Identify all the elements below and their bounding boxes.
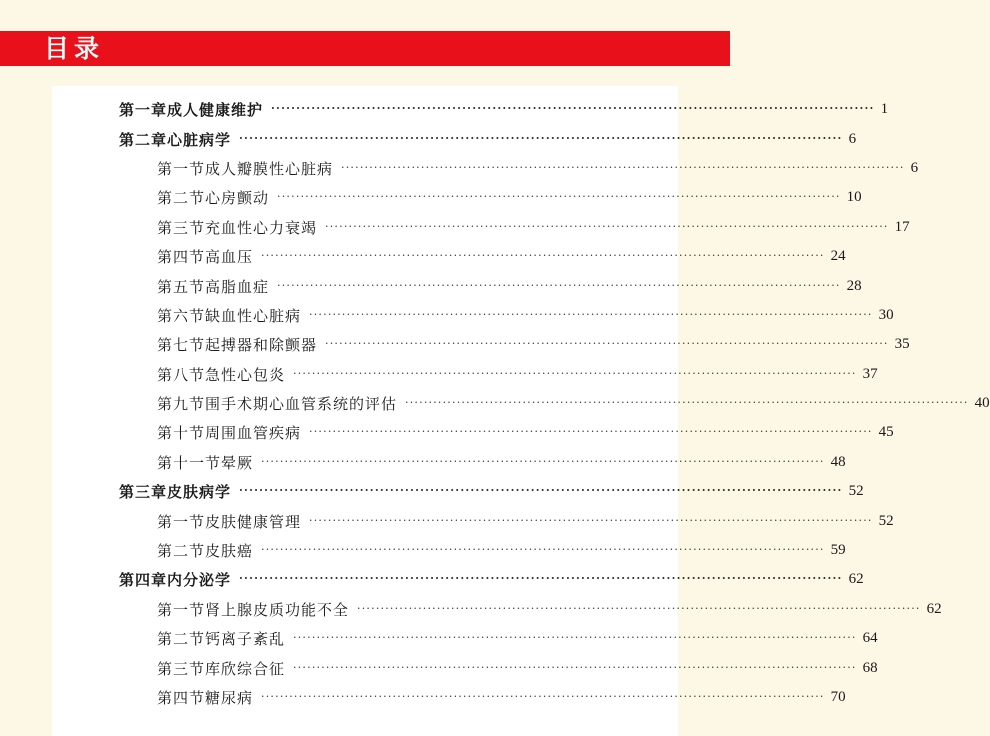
toc-section-row[interactable] <box>52 360 878 389</box>
toc-section-row[interactable] <box>52 653 878 682</box>
toc-entry-number: 第二节 <box>157 189 206 208</box>
toc-entry-number: 第二节 <box>157 630 206 649</box>
toc-entry-title: 钙离子紊乱 <box>205 630 286 649</box>
toc-entry-title: 充血性心力衰竭 <box>205 218 318 237</box>
toc-entry-title: 高血压 <box>205 248 254 267</box>
toc-entry-number: 第八节 <box>157 365 206 384</box>
toc-leader-dots: ························································································································ <box>293 366 857 380</box>
toc-entry-title: 皮肤健康管理 <box>205 512 302 531</box>
toc-section-row[interactable] <box>52 183 862 212</box>
toc-leader-dots: ························································································································ <box>239 484 843 498</box>
toc-leader-dots: ························································································································ <box>293 660 857 674</box>
toc-entry-number: 第一节 <box>157 159 206 178</box>
toc-entry-title: 成人瓣膜性心脏病 <box>205 159 334 178</box>
toc-entry-number: 第四节 <box>157 248 206 267</box>
toc-entry-title: 起搏器和除颤器 <box>205 336 318 355</box>
toc-entry-title: 周围血管疾病 <box>205 424 302 443</box>
toc-entry-title: 高脂血症 <box>205 277 270 296</box>
toc-entry-number: 第一章 <box>119 101 168 120</box>
toc-entry-title: 晕厥 <box>221 453 254 472</box>
toc-leader-dots: ························································································································ <box>271 102 875 116</box>
toc-chapter-row[interactable] <box>52 565 864 594</box>
toc-page-number: 48 <box>830 453 846 470</box>
toc-entry-number: 第三章 <box>119 483 168 502</box>
toc-entry-number: 第一节 <box>157 600 206 619</box>
toc-leader-dots: ························································································································ <box>239 572 843 586</box>
toc-page-number: 62 <box>848 571 864 588</box>
toc-entry-title: 肾上腺皮质功能不全 <box>205 600 350 619</box>
toc-page-number: 30 <box>878 306 894 323</box>
toc-entry-title: 糖尿病 <box>205 689 254 707</box>
toc-entry-number: 第十节 <box>157 424 206 443</box>
toc-entry-number: 第三节 <box>157 659 206 678</box>
toc-section-row[interactable] <box>52 154 919 183</box>
toc-leader-dots: ························································································································ <box>261 543 825 557</box>
toc-leader-dots: ························································································································ <box>239 131 843 145</box>
toc-leader-dots: ························································································································ <box>325 219 889 233</box>
toc-page-number: 59 <box>830 542 846 559</box>
toc-entry-title: 围手术期心血管系统的评估 <box>205 395 398 414</box>
toc-leader-dots: ························································································································ <box>341 160 905 174</box>
toc-page-number: 40 <box>974 395 990 412</box>
toc-leader-dots: ························································································································ <box>309 513 873 527</box>
toc-chapter-row[interactable] <box>52 124 857 153</box>
toc-section-row[interactable] <box>52 301 894 330</box>
top-margin <box>0 0 730 31</box>
toc-leader-dots: ························································································································ <box>325 337 889 351</box>
toc-leader-dots: ························································································································ <box>405 396 969 410</box>
toc-page-number: 52 <box>878 512 894 529</box>
toc-page-number: 24 <box>830 248 846 265</box>
toc-leader-dots: ························································································································ <box>309 307 873 321</box>
toc-page-number: 45 <box>878 424 894 441</box>
toc-leader-dots: ························································································································ <box>261 249 825 263</box>
toc-entry-number: 第四节 <box>157 689 206 707</box>
toc-section-row[interactable] <box>52 213 910 242</box>
toc-page-number: 1 <box>880 101 889 118</box>
toc-page-number: 35 <box>894 336 910 353</box>
toc-page-number: 6 <box>910 159 919 176</box>
toc-page-number: 52 <box>848 483 864 500</box>
toc-entry-number: 第十一节 <box>157 453 222 472</box>
toc-entry-number: 第二章 <box>119 130 168 149</box>
toc-section-row[interactable] <box>52 418 894 447</box>
toc-entry-number: 第九节 <box>157 395 206 414</box>
toc-entry-title: 皮肤病学 <box>167 483 232 502</box>
toc-entry-title: 心房颤动 <box>205 189 270 208</box>
toc-entry-title: 内分泌学 <box>167 571 232 590</box>
page-title: 目录 <box>44 34 105 63</box>
toc-leader-dots: ························································································································ <box>309 425 873 439</box>
toc-entry-number: 第四章 <box>119 571 168 590</box>
toc-section-row[interactable] <box>52 448 846 477</box>
table-of-contents <box>52 95 990 712</box>
toc-page-number: 28 <box>846 277 862 294</box>
toc-entry-title: 缺血性心脏病 <box>205 306 302 325</box>
toc-section-row[interactable] <box>52 242 846 271</box>
toc-entry-number: 第七节 <box>157 336 206 355</box>
toc-page-number: 68 <box>862 659 878 676</box>
toc-leader-dots: ························································································································ <box>277 190 841 204</box>
toc-entry-title: 成人健康维护 <box>167 101 264 120</box>
toc-section-row[interactable] <box>52 389 990 418</box>
toc-page-number: 62 <box>926 600 942 617</box>
toc-leader-dots: ························································································································ <box>277 278 841 292</box>
toc-page-number: 37 <box>862 365 878 382</box>
toc-section-row[interactable] <box>52 683 846 712</box>
toc-section-row[interactable] <box>52 330 910 359</box>
toc-entry-title: 心脏病学 <box>167 130 232 149</box>
toc-entry-number: 第一节 <box>157 512 206 531</box>
toc-entry-title: 急性心包炎 <box>205 365 286 384</box>
toc-chapter-row[interactable] <box>52 95 889 124</box>
toc-leader-dots: ························································································································ <box>357 601 921 615</box>
toc-section-row[interactable] <box>52 624 878 653</box>
toc-section-row[interactable] <box>52 536 846 565</box>
toc-section-row[interactable] <box>52 506 894 535</box>
toc-entry-title: 皮肤癌 <box>205 542 254 561</box>
toc-entry-number: 第五节 <box>157 277 206 296</box>
toc-section-row[interactable] <box>52 595 942 624</box>
toc-leader-dots: ························································································································ <box>261 454 825 468</box>
toc-entry-number: 第六节 <box>157 306 206 325</box>
toc-entry-number: 第二节 <box>157 542 206 561</box>
toc-entry-number: 第三节 <box>157 218 206 237</box>
toc-entry-title: 库欣综合征 <box>205 659 286 678</box>
toc-page-number: 64 <box>862 630 878 647</box>
toc-page-number: 6 <box>848 130 857 147</box>
toc-section-row[interactable] <box>52 271 862 300</box>
toc-leader-dots: ························································································································ <box>261 690 825 703</box>
toc-leader-dots: ························································································································ <box>293 631 857 645</box>
toc-page-number: 70 <box>830 689 846 705</box>
toc-page-number: 10 <box>846 189 862 206</box>
toc-page-number: 17 <box>894 218 910 235</box>
toc-chapter-row[interactable] <box>52 477 864 506</box>
toc-page <box>52 86 990 736</box>
header-banner <box>0 31 730 66</box>
